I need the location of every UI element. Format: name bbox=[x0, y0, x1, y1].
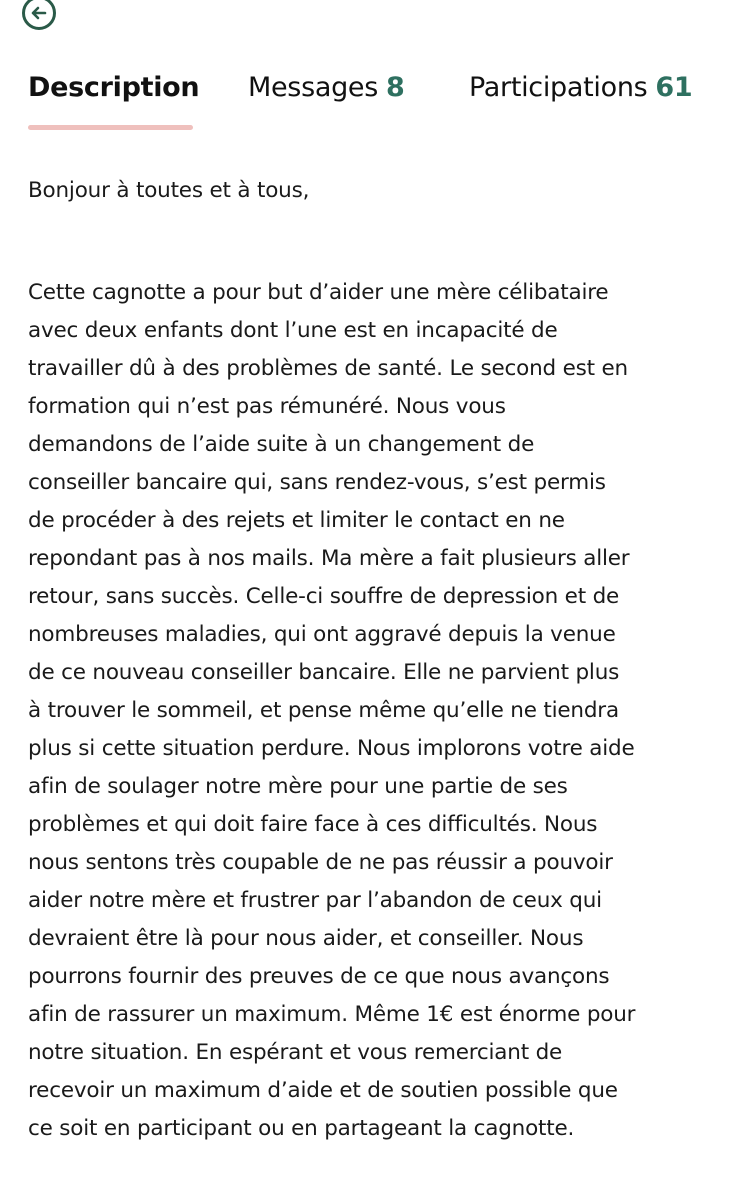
paragraph-line: formation qui n’est pas rémunéré. Nous vous bbox=[28, 394, 506, 419]
tab-bar bbox=[28, 72, 743, 132]
paragraph-line: repondant pas à nos mails. Ma mère a fait plusieurs aller bbox=[28, 546, 630, 571]
paragraph-line: aider notre mère et frustrer par l’abandon de ceux qui bbox=[28, 888, 602, 913]
description-text bbox=[28, 172, 733, 1148]
paragraph-line: ce soit en participant ou en partageant la cagnotte. bbox=[28, 1116, 575, 1141]
paragraph-line: Cette cagnotte a pour but d’aider une mère célibataire bbox=[28, 280, 609, 305]
tab-label: Messages bbox=[248, 72, 379, 103]
paragraph-line: de ce nouveau conseiller bancaire. Elle ne parvient plus bbox=[28, 660, 620, 685]
paragraph-line: travailler dû à des problèmes de santé. Le second est en bbox=[28, 356, 628, 381]
greeting: Bonjour à toutes et à tous, bbox=[28, 178, 310, 203]
messages-count-badge: 8 bbox=[386, 72, 405, 103]
tab-messages[interactable] bbox=[248, 72, 405, 103]
active-tab-indicator bbox=[28, 125, 193, 130]
paragraph-line: avec deux enfants dont l’une est en incapacité de bbox=[28, 318, 558, 343]
paragraph-line: notre situation. En espérant et vous remerciant de bbox=[28, 1040, 563, 1065]
paragraph-line: nombreuses maladies, qui ont aggravé depuis la venue bbox=[28, 622, 616, 647]
paragraph-line: retour, sans succès. Celle-ci souffre de depression et de bbox=[28, 584, 620, 609]
participations-count-badge: 61 bbox=[655, 72, 693, 103]
paragraph-line: à trouver le sommeil, et pense même qu’elle ne tiendra bbox=[28, 698, 619, 723]
paragraph-line: afin de rassurer un maximum. Même 1€ est énorme pour bbox=[28, 1002, 636, 1027]
paragraph-line: pourrons fournir des preuves de ce que nous avançons bbox=[28, 964, 610, 989]
paragraph-line: nous sentons très coupable de ne pas réussir a pouvoir bbox=[28, 850, 613, 875]
arrow-left-icon bbox=[30, 4, 48, 22]
paragraph-line: de procéder à des rejets et limiter le contact en ne bbox=[28, 508, 565, 533]
paragraph-line: demandons de l’aide suite à un changement de bbox=[28, 432, 535, 457]
paragraph-line: conseiller bancaire qui, sans rendez-vous, s’est permis bbox=[28, 470, 606, 495]
tab-description[interactable] bbox=[28, 72, 199, 103]
paragraph-line: plus si cette situation perdure. Nous implorons votre aide bbox=[28, 736, 635, 761]
paragraph-line: recevoir un maximum d’aide et de soutien possible que bbox=[28, 1078, 618, 1103]
paragraph-line: problèmes et qui doit faire face à ces difficultés. Nous bbox=[28, 812, 598, 837]
tab-label: Description bbox=[28, 72, 200, 103]
description-paragraph bbox=[28, 274, 733, 1148]
back-button[interactable] bbox=[22, 0, 56, 30]
paragraph-line: afin de soulager notre mère pour une partie de ses bbox=[28, 774, 568, 799]
paragraph-line: devraient être là pour nous aider, et conseiller. Nous bbox=[28, 926, 584, 951]
tab-participations[interactable] bbox=[469, 72, 692, 103]
tab-label: Participations bbox=[469, 72, 648, 103]
